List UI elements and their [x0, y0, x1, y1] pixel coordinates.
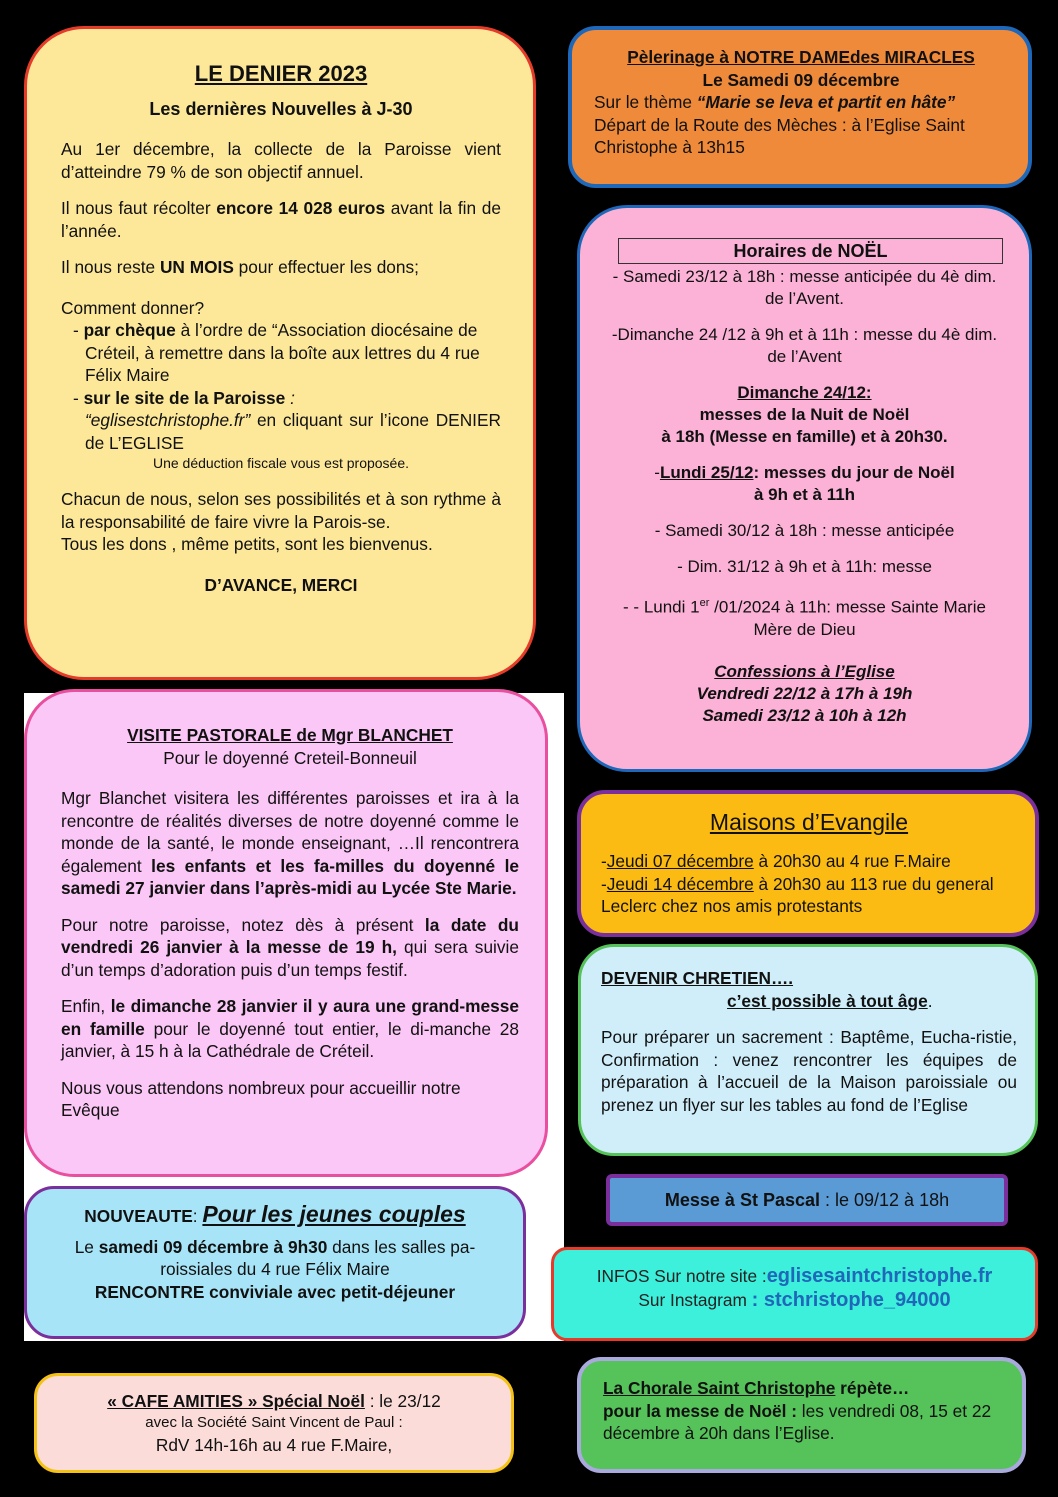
visite-paragraph: Pour notre paroisse, notez dès à présent la date du vendredi 26 janvier à la messe de 19 h, qui sera suivie d’un temps d’adoration puis d’un temps festif. — [61, 914, 519, 980]
cafe-line: avec la Société Saint Vincent de Paul : — [145, 1414, 403, 1431]
chorale-line: pour la messe de Noël : les vendredi 08, 15 et 22 décembre à 20h dans l’Eglise. — [603, 1400, 992, 1443]
cafe-title: « CAFE AMITIES » Spécial Noël : le 23/12 — [107, 1391, 441, 1411]
visite-paragraph: Mgr Blanchet visitera les différentes paroisses et ira à la rencontre de réalités diverses de notre doyenné comme le monde de la santé, le monde enseignant, …Il rencontrera également les enfants et les fa-milles du doyenné le samedi 27 janvier dans l’après-midi au Lycée Ste Marie. — [61, 788, 519, 898]
denier-paragraph: Tous les dons , même petits, sont les bienvenus. — [61, 534, 433, 554]
maisons-title: Maisons d’Evangile — [709, 809, 909, 835]
maisons-line: -Jeudi 14 décembre à 20h30 au 113 rue du general Leclerc chez nos amis protestants — [601, 873, 994, 916]
instagram-link[interactable]: : stchristophe_94000 — [751, 1289, 951, 1311]
nouveaute-line: RENCONTRE conviviale avec petit-déjeuner — [94, 1281, 456, 1302]
noel-group: -Lundi 25/12: messes du jour de Noël à 9h et à 11h — [654, 463, 955, 504]
nouveaute-box — [24, 1186, 526, 1339]
nouveaute-line: Le samedi 09 décembre à 9h30 dans les salles pa-roissiales du 4 rue Félix Maire — [74, 1236, 476, 1279]
denier-site: - sur le site de la Paroisse : — [73, 387, 295, 408]
denier-thanks: D’AVANCE, MERCI — [204, 574, 358, 595]
visite-paragraph: Nous vous attendons nombreux pour accueillir notre Evêque — [61, 1077, 461, 1120]
visite-subtitle: Pour le doyenné Creteil-Bonneuil — [163, 747, 417, 768]
infos-instagram: Sur Instagram : stchristophe_94000 — [638, 1289, 951, 1311]
devenir-title: DEVENIR CHRETIEN…. — [601, 968, 794, 988]
noel-line: - - Lundi 1er /01/2024 à 11h: messe Sainte Marie Mère de Dieu — [623, 597, 986, 639]
noel-title: Horaires de NOËL — [618, 238, 1003, 264]
noel-line: -Dimanche 24 /12 à 9h et à 11h : messe du 4è dim. de l’Avent — [611, 325, 998, 366]
pascal-date: : le 09/12 à 18h — [820, 1190, 950, 1210]
chorale-box — [577, 1357, 1026, 1473]
denier-paragraph: Au 1er décembre, la collecte de la Paroisse vient d’atteindre 79 % de son objectif annuel. — [61, 139, 501, 182]
pelerinage-depart: Départ de la Route des Mèches : à l’Eglise Saint Christophe à 13h15 — [594, 114, 965, 157]
visite-box — [24, 689, 548, 1177]
devenir-subtitle: c’est possible à tout âge. — [727, 990, 933, 1011]
nouveaute-title: NOUVEAUTE: Pour les jeunes couples — [84, 1201, 466, 1227]
noel-confessions: Confessions à l’Eglise Vendredi 22/12 à 17h à 19h Samedi 23/12 à 10h à 12h — [696, 661, 913, 725]
website-link[interactable]: eglisesaintchristophe.fr — [766, 1265, 993, 1287]
visite-title: VISITE PASTORALE de Mgr BLANCHET — [127, 725, 453, 745]
noel-group: Dimanche 24/12: messes de la Nuit de Noël à 18h (Messe en famille) et à 20h30. — [661, 383, 948, 446]
denier-deduction: Une déduction fiscale vous est proposée. — [152, 455, 410, 471]
cafe-line: RdV 14h-16h au 4 rue F.Maire, — [155, 1435, 393, 1455]
pelerinage-title: Pèlerinage à NOTRE DAMEdes MIRACLES — [627, 47, 975, 67]
noel-line: - Dim. 31/12 à 9h et à 11h: messe — [677, 557, 932, 576]
noel-line: - Samedi 30/12 à 18h : messe anticipée — [654, 521, 955, 540]
denier-site-link[interactable]: “eglisestchristophe.fr” en cliquant sur l’icone DENIER de L’EGLISE — [85, 410, 501, 453]
devenir-body: Pour préparer un sacrement : Baptême, Eucha-ristie, Confirmation : venez rencontrer les équipes de préparation à l’accueil de la Maison paroissiale ou prenez un flyer sur les tables au fond de l’Eglise — [601, 1027, 1017, 1115]
maisons-box — [577, 790, 1039, 937]
denier-paragraph: Il nous faut récolter encore 14 028 euros avant la fin de l’année. — [61, 198, 501, 241]
noel-line: - Samedi 23/12 à 18h : messe anticipée du 4è dim. de l’Avent. — [612, 267, 997, 308]
pascal-box — [606, 1174, 1008, 1226]
chorale-title: La Chorale Saint Christophe répète… — [603, 1378, 910, 1398]
noel-box — [577, 205, 1032, 772]
infos-box — [551, 1247, 1038, 1341]
denier-cheque: - par chèque à l’ordre de “Association diocésaine de Créteil, à remettre dans la boîte aux lettres du 4 rue Félix Maire — [73, 320, 480, 385]
denier-paragraph: Il nous reste UN MOIS pour effectuer les dons; — [61, 257, 419, 277]
infos-site: INFOS Sur notre site :eglisesaintchristophe.fr — [596, 1265, 993, 1287]
denier-paragraph: Chacun de nous, selon ses possibilités et à son rythme à la responsabilité de faire vivre la Parois-se. — [61, 489, 501, 532]
visite-paragraph: Enfin, le dimanche 28 janvier il y aura une grand-messe en famille pour le doyenné tout entier, le di-manche 28 janvier, à 15 h à la Cathédrale de Créteil. — [61, 996, 519, 1061]
pascal-title: Messe à St Pascal — [664, 1190, 820, 1210]
denier-title: LE DENIER 2023 — [194, 61, 368, 86]
pelerinage-date: Le Samedi 09 décembre — [702, 69, 900, 90]
maisons-line: -Jeudi 07 décembre à 20h30 au 4 rue F.Maire — [601, 851, 951, 871]
denier-how: Comment donner? — [61, 297, 205, 318]
denier-subtitle: Les dernières Nouvelles à J-30 — [149, 98, 413, 119]
pelerinage-theme: Sur le thème “Marie se leva et partit en hâte” — [594, 92, 956, 112]
pelerinage-box — [568, 26, 1032, 188]
cafe-box — [34, 1373, 514, 1473]
devenir-box — [578, 944, 1038, 1156]
denier-box — [24, 26, 536, 680]
